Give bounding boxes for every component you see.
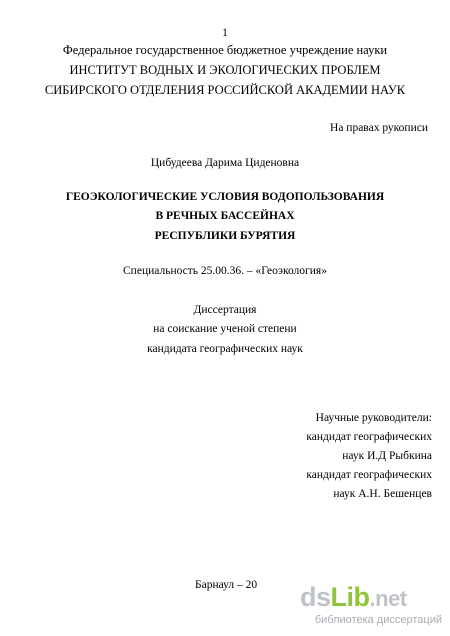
dissertation-line-2: на соискание ученой степени [153,323,297,335]
supervisors-heading: Научные руководители: [315,412,432,424]
dslib-logo-lib: Lib [330,582,370,612]
title-line-3: РЕСПУБЛИКИ БУРЯТИЯ [154,230,296,242]
dslib-watermark [292,582,442,628]
specialty: Специальность 25.00.36. – «Геоэкология» [123,265,327,277]
supervisor-1-line-2: наук И.Д Рыбкина [342,450,432,462]
dslib-logo-ds: ds [300,582,331,612]
title-line-1: ГЕОЭКОЛОГИЧЕСКИЕ УСЛОВИЯ ВОДОПОЛЬЗОВАНИЯ [65,191,385,203]
supervisor-2-line-1: кандидат географических [306,469,432,481]
dissertation-line-1: Диссертация [193,304,257,316]
author-name: Цибудеева Дарима Циденовна [150,157,300,169]
title-line-2: В РЕЧНЫХ БАССЕЙНАХ [155,210,295,222]
institution-line-3: СИБИРСКОГО ОТДЕЛЕНИЯ РОССИЙСКОЙ АКАДЕМИИ НАУК [44,83,406,97]
manuscript-note: На правах рукописи [330,122,428,134]
supervisor-2-line-2: наук А.Н. Бешенцев [333,488,432,500]
city-year: Барнаул – 20 [195,579,258,591]
dissertation-line-3: кандидата географических наук [147,343,303,355]
dslib-caption: библиотека диссертаций [314,614,442,626]
page-number: 1 [222,27,228,39]
dslib-logo [300,582,407,614]
institution-line-2: ИНСТИТУТ ВОДНЫХ И ЭКОЛОГИЧЕСКИХ ПРОБЛЕМ [69,63,381,77]
institution-line-1: Федеральное государственное бюджетное учреждение науки [62,43,388,57]
supervisor-1-line-1: кандидат географических [306,431,432,443]
dslib-logo-net: .net [369,586,407,611]
